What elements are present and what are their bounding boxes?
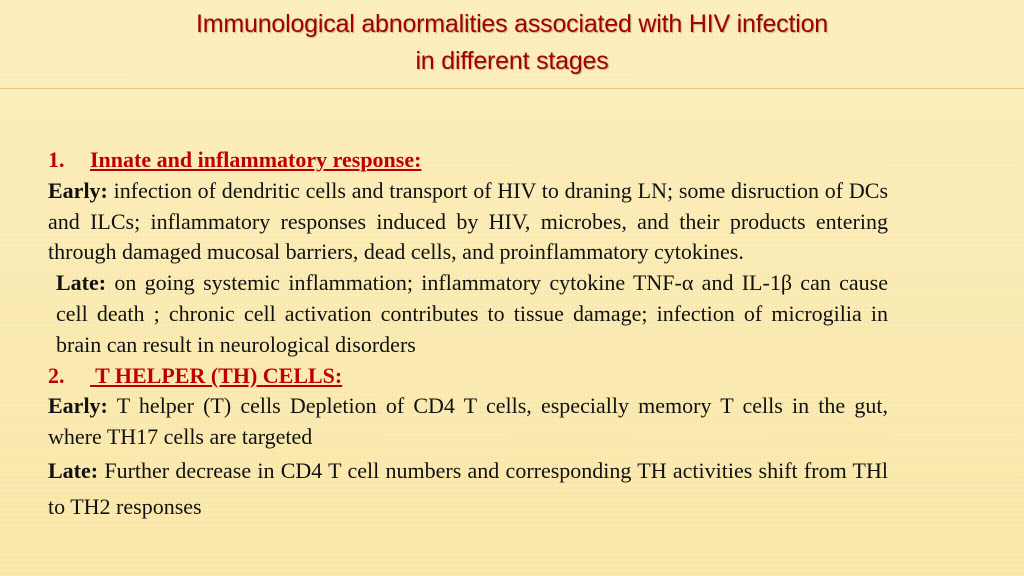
section-2-late-text: Further decrease in CD4 T cell numbers and corresponding TH activities shift from THl to TH2 responses [48, 457, 888, 519]
section-2-late-label: Late: [48, 457, 99, 483]
section-1-early-label: Early: [48, 177, 108, 203]
slide-title-line-2: in different stages [415, 47, 609, 75]
section-1-late [48, 268, 888, 360]
slide-title [0, 6, 1024, 80]
section-2-late [48, 453, 888, 525]
section-2-number: 2. [48, 362, 65, 388]
section-1-late-text: on going systemic inflammation; inflammatory cytokine TNF-α and IL-1β can cause cell death ; chronic cell activation contributes to tissue damage; infection of microgilia in brain can result in neurological disorders [56, 270, 888, 357]
section-2-early-label: Early: [48, 393, 108, 419]
title-divider [0, 88, 1024, 89]
section-1-late-label: Late: [56, 270, 107, 296]
slide-body [48, 145, 888, 525]
section-1-early [48, 176, 888, 268]
slide-title-line-1: Immunological abnormalities associated with HIV infection [196, 10, 828, 38]
section-1-heading-text: Innate and inflammatory response: [90, 147, 422, 172]
section-2-early-text: T helper (T) cells Depletion of CD4 T cells, especially memory T cells in the gut, where TH17 cells are targeted [48, 393, 888, 450]
section-1-heading [48, 145, 888, 176]
section-2-heading [48, 361, 888, 392]
section-2-heading-text: T HELPER (TH) CELLS: [90, 362, 343, 388]
section-2-early [48, 391, 888, 453]
section-1-early-text: infection of dendritic cells and transport of HIV to draning LN; some disruction of DCs and ILCs; inflammatory responses induced by HIV, microbes, and their products entering through damaged mucosal barriers, dead cells, and proinflammatory cytokines. [48, 177, 888, 265]
section-1-number: 1. [48, 147, 65, 172]
